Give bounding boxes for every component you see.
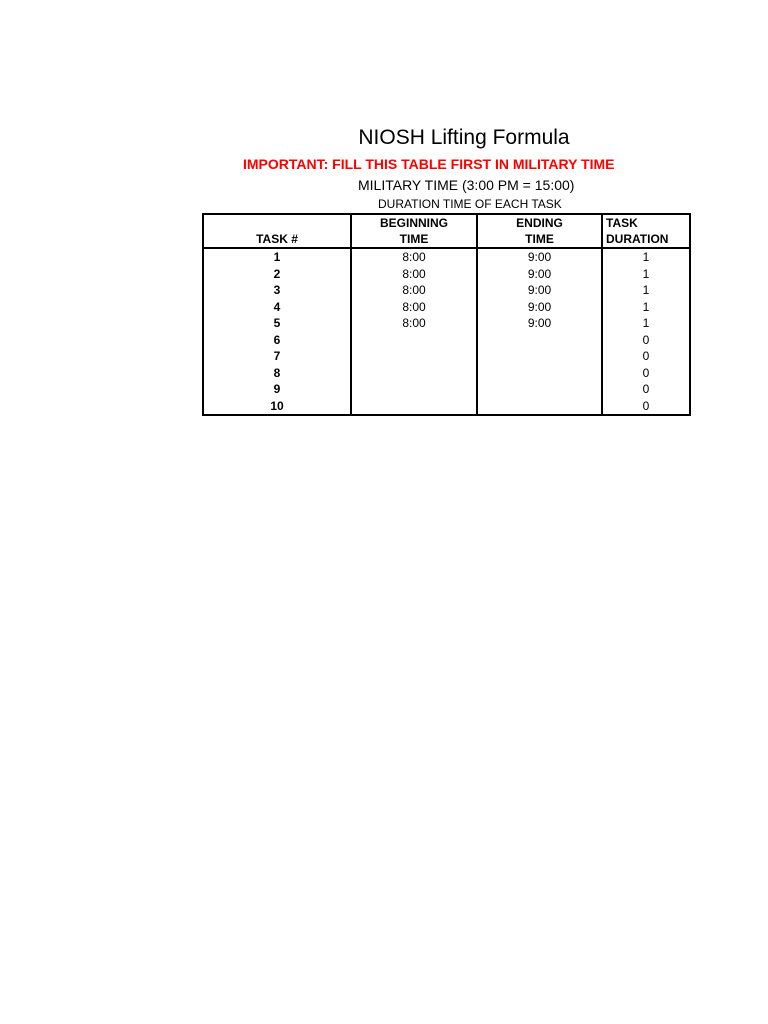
table-row (203, 282, 690, 299)
ending-time-cell[interactable]: 9:00 (477, 282, 602, 299)
task-number[interactable]: 8 (203, 365, 351, 382)
task-duration-cell[interactable]: 0 (602, 381, 690, 398)
ending-time-cell[interactable] (477, 332, 602, 349)
beginning-time-cell[interactable]: 8:00 (351, 248, 477, 266)
task-duration-table (202, 213, 691, 416)
task-duration-cell[interactable]: 1 (602, 266, 690, 283)
header-end-line2: TIME (525, 232, 554, 246)
header-beginning-time (351, 214, 477, 248)
header-row (203, 214, 690, 248)
beginning-time-cell[interactable] (351, 381, 477, 398)
table-row (203, 348, 690, 365)
table-row (203, 398, 690, 416)
beginning-time-cell[interactable] (351, 348, 477, 365)
ending-time-cell[interactable]: 9:00 (477, 248, 602, 266)
table-row (203, 381, 690, 398)
table-caption: DURATION TIME OF EACH TASK (378, 197, 562, 211)
ending-time-cell[interactable] (477, 348, 602, 365)
table-row (203, 266, 690, 283)
task-number[interactable]: 1 (203, 248, 351, 266)
table-row (203, 299, 690, 316)
header-dur-line1: TASK (606, 216, 638, 230)
task-duration-cell[interactable]: 0 (602, 348, 690, 365)
beginning-time-cell[interactable] (351, 398, 477, 416)
header-task (203, 214, 351, 248)
ending-time-cell[interactable] (477, 365, 602, 382)
header-dur-line2: DURATION (606, 232, 669, 246)
task-number[interactable]: 10 (203, 398, 351, 416)
table-row (203, 332, 690, 349)
task-duration-cell[interactable]: 0 (602, 365, 690, 382)
table-row (203, 365, 690, 382)
task-number[interactable]: 7 (203, 348, 351, 365)
table-row (203, 315, 690, 332)
ending-time-cell[interactable] (477, 381, 602, 398)
header-end-line1: ENDING (516, 216, 563, 230)
task-duration-cell[interactable]: 1 (602, 299, 690, 316)
beginning-time-cell[interactable]: 8:00 (351, 299, 477, 316)
task-duration-cell[interactable]: 1 (602, 282, 690, 299)
task-number[interactable]: 2 (203, 266, 351, 283)
task-duration-cell[interactable]: 1 (602, 248, 690, 266)
beginning-time-cell[interactable] (351, 365, 477, 382)
task-number[interactable]: 4 (203, 299, 351, 316)
header-begin-line1: BEGINNING (379, 216, 448, 230)
table-row (203, 248, 690, 266)
page-title: NIOSH Lifting Formula (358, 126, 570, 149)
important-notice: IMPORTANT: FILL THIS TABLE FIRST IN MILITARY TIME (243, 156, 615, 172)
header-task-duration (602, 214, 690, 248)
task-duration-cell[interactable]: 0 (602, 398, 690, 416)
ending-time-cell[interactable]: 9:00 (477, 315, 602, 332)
header-begin-line2: TIME (399, 232, 429, 246)
ending-time-cell[interactable] (477, 398, 602, 416)
task-duration-cell[interactable]: 0 (602, 332, 690, 349)
task-number[interactable]: 6 (203, 332, 351, 349)
task-number[interactable]: 9 (203, 381, 351, 398)
beginning-time-cell[interactable]: 8:00 (351, 282, 477, 299)
beginning-time-cell[interactable]: 8:00 (351, 266, 477, 283)
header-ending-time (477, 214, 602, 248)
beginning-time-cell[interactable] (351, 332, 477, 349)
task-number[interactable]: 5 (203, 315, 351, 332)
military-time-note: MILITARY TIME (3:00 PM = 15:00) (358, 177, 575, 193)
beginning-time-cell[interactable]: 8:00 (351, 315, 477, 332)
header-task-label: TASK # (256, 232, 298, 246)
ending-time-cell[interactable]: 9:00 (477, 266, 602, 283)
task-number[interactable]: 3 (203, 282, 351, 299)
task-duration-cell[interactable]: 1 (602, 315, 690, 332)
ending-time-cell[interactable]: 9:00 (477, 299, 602, 316)
